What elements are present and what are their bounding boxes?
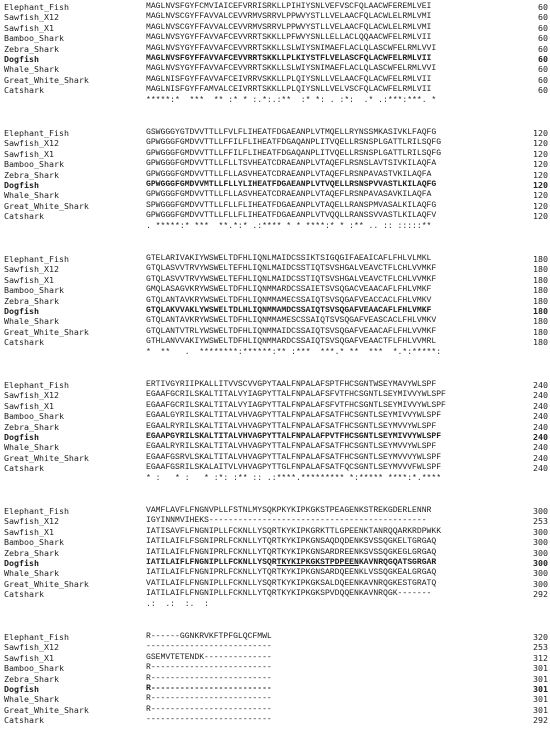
species-name: Sawfish_X12 [4,12,59,23]
residue-count: 253 [533,516,548,527]
sequence-row [4,296,548,306]
residue-count: 60 [538,74,548,85]
sequence-string: IATILAIFLFNGNIPRLFCKNLLYTQRTKYKIPKGNSARDREENKSVSSQGKEGLGRGAQ [146,547,437,557]
species-name: Dogfish [4,557,39,568]
sequence-string: EGAALGYRILSKALTITALVHVAGPYTTALFNPALAFSATFHCSGNTLSEYMIVVYWLSPF [146,411,442,421]
sequence-string: MAGLNVSCGYFFAVVALCEVVRMVSRRVLPPWVYSTLLVELAACFQLACWLELRMLVMI [146,12,432,22]
sequence-row [4,401,548,411]
sequence-string: GPWGGGFGMDVVTTLLFLLTSVHEATCDRAEANPLVTAQEFLRSNSLAVTSIVKILAQFA [146,159,437,169]
residue-count: 300 [533,506,548,516]
sequence-string: R------------------------- [146,704,272,714]
species-name: Catshark [4,211,44,222]
species-name: Sawfish_X1 [4,400,54,411]
sequence-string: GPWGGGFGMDVVTTLLFFILFLIHEATFDGAQANPLITVQELLRSNSPLGATTLRILSQFG [146,138,442,148]
residue-count: 60 [538,12,548,23]
species-name: Zebra_Shark [4,169,59,180]
consensus-row [4,96,548,106]
species-name: Catshark [4,715,44,726]
sequence-row [4,75,548,85]
sequence-string: IATILAIFLFNGNIPRLFCKNLLYTQRTKYKIPKGNSARDQEENKLVSSQGKEALGRGAQ [146,568,437,578]
residue-count: 320 [533,632,548,642]
species-name: Catshark [4,85,44,96]
sequence-row [4,44,548,54]
sequence-row [4,579,548,589]
consensus-row [4,348,548,358]
sequence-string: VAMFLAVFLFNGNVPLLFSTNLMYSQKPKYKIPKGKSTPEAGENKSTREKGDERLENNR [146,506,432,515]
sequence-string: GSWGGGYGTDVVTTLLFVLFLIHEATFDGAEANPLVTMQELLRYNSSMKASIVKLFAQFG [146,128,437,137]
species-name: Whale_Shark [4,64,59,75]
residue-count: 120 [533,179,548,190]
residue-count: 240 [533,380,548,390]
sequence-row [4,642,548,652]
species-name: Elephant_Fish [4,128,69,138]
sequence-row [4,694,548,704]
residue-count: 300 [533,568,548,579]
species-name: Whale_Shark [4,442,59,453]
species-name: Elephant_Fish [4,632,69,642]
species-name: Dogfish [4,683,39,694]
sequence-string: IATILAIFLFNGNIPLLFCKNLLYTQRTKYKIPKGKSPVDQQENKAVNRQGK------- [146,589,432,599]
sequence-row [4,201,548,211]
species-name: Bamboo_Shark [4,33,64,44]
consensus-row [4,222,548,232]
residue-count: 60 [538,22,548,33]
sequence-string: GTQLANTAVKRYWSWELTDFHLIQNMMAMESCSSAIQTSVSQGAFVEASCACLFHLVMKV [146,316,437,326]
residue-count: 120 [533,190,548,201]
sequence-row [4,537,548,547]
sequence-row [4,275,548,285]
species-name: Catshark [4,463,44,474]
species-name: Zebra_Shark [4,295,59,306]
residue-count: 180 [533,337,548,348]
residue-count: 312 [533,652,548,663]
sequence-row [4,128,548,138]
sequence-row [4,568,548,578]
consensus-row [4,474,548,484]
species-name: Great_White_Shark [4,578,89,589]
sequence-row [4,653,548,663]
sequence-string: R------------------------- [146,673,272,683]
sequence-row [4,715,548,725]
species-name: Sawfish_X1 [4,148,54,159]
species-name: Whale_Shark [4,316,59,327]
sequence-row [4,170,548,180]
species-name: Dogfish [4,53,39,64]
species-name: Great_White_Shark [4,326,89,337]
consensus-row [4,600,548,610]
sequence-string: GPWGGGFGMDVVTTLLFLLASVHEATCDRAEANPLVTAQEFLRSNPAVASTVKILAQFA [146,169,432,179]
species-name: Bamboo_Shark [4,663,64,674]
sequence-row [4,264,548,274]
alignment-block [4,506,548,610]
sequence-row [4,316,548,326]
sequence-string: MAGLNVSYGYFFAVVAFCEVVRRTSKKLLSLWIYSNIMAEFLACLQLASCWFELRMLVVI [146,64,437,74]
sequence-string: VATILAIFLFNGNIPLLFCKNLLYSQRTKYKIPKGKSALDQEENKAVNRQGKESTGRATQ [146,578,437,588]
residue-count: 240 [533,452,548,463]
sequence-string: R------------------------- [146,663,272,673]
sequence-string: MAGLNVSFGYFCMVIAICEFVRRISRKLLPIHIYSNLVEFVSCFQLAACWFEREMLVEI [146,2,432,11]
alignment-block [4,632,548,726]
sequence-string: MAGLNISFGYFFAMVALCEIVRRTSKKLLPLQIYSNLLVELVSCFQLACWFELRMLVII [146,85,432,95]
sequence-string: EGAAFGSRILSKALAITVLVHVAGPYTTGLFNPALAFSATFQCSGNTLSEYMVVVFWLSPF [146,463,442,473]
species-name: Elephant_Fish [4,506,69,516]
sequence-string: R------------------------- [146,694,272,704]
species-name: Sawfish_X1 [4,274,54,285]
sequence-row [4,632,548,642]
sequence-row [4,684,548,694]
residue-count: 240 [533,421,548,432]
sequence-string: GTQLANTAVKRYWSWELTDFHLIQNMMAMECSSAIQTSVSQGAFVEACCACLFHLVMKV [146,295,432,305]
residue-count: 120 [533,211,548,222]
residue-count: 240 [533,390,548,401]
sequence-row [4,254,548,264]
species-name: Dogfish [4,305,39,316]
sequence-string: GTQLANTVTRLYWSWELTDFHLIQNMMAIDCSSAIQTSVSQGAFVEAACAFLFHLVVMKF [146,326,437,336]
species-name: Zebra_Shark [4,547,59,558]
sequence-row [4,432,548,442]
sequence-string: GPWGGGFGMDVVMTLLFLLYLIHEATFDGAEANPLVTVQELLRSNSPVVASTLKILAQFG [146,179,437,189]
sequence-string: MAGLNVSCGYFFAVVALCEVVRMVSRRVLPPWVYSTLLVELAACFQLACWLELRMLVMI [146,22,432,32]
species-name: Sawfish_X12 [4,138,59,149]
species-name: Sawfish_X1 [4,652,54,663]
sequence-string: GPWGGGFGMDVVTTLLFFILFLIHEATFDGAQANPLITVQELLRSNSPLGATTLRILSQFG [146,148,442,158]
species-name: Bamboo_Shark [4,285,64,296]
residue-count: 240 [533,463,548,474]
species-name: Zebra_Shark [4,43,59,54]
species-name: Sawfish_X12 [4,390,59,401]
sequence-row [4,589,548,599]
alignment-block [4,128,548,232]
sequence-string: -------------------------- [146,642,272,652]
sequence-row [4,663,548,673]
species-name: Zebra_Shark [4,421,59,432]
sequence-row [4,453,548,463]
sequence-row [4,442,548,452]
species-name: Dogfish [4,431,39,442]
residue-count: 301 [533,663,548,674]
sequence-row [4,180,548,190]
sequence-string: MAGLNVSYGYFFAVVAFCEVVRRTSKKLLSLWIYSNIMAEFLACLQLASCWFELRMLVVI [146,43,437,53]
sequence-string: EGAALRYRILSKALTITALVHVAGPYTTALFNPALAFSATFHCSGNTLSEYMVVYWLSPF [146,421,437,431]
conservation-string: .: .: :. : [146,599,209,609]
sequence-string: EGAAFGSRVLSKALTITALVHVAGPYTTALFNPALAFSATFHCSGNTLSEYMVVVYWLSPF [146,452,442,462]
residue-count: 60 [538,2,548,12]
residue-count: 301 [533,683,548,694]
sequence-row [4,2,548,12]
sequence-row [4,558,548,568]
sequence-string: GMQLASAGVKRYWSWELTDFHLIQNMMARDCSSAIETSVSQGACVEAACAFLFHLVMKF [146,285,432,295]
residue-count: 120 [533,138,548,149]
residue-count: 240 [533,400,548,411]
sequence-row [4,674,548,684]
sequence-row [4,411,548,421]
residue-count: 292 [533,589,548,600]
sequence-row [4,12,548,22]
species-name: Whale_Shark [4,190,59,201]
residue-count: 300 [533,526,548,537]
sequence-string: ERTIVGYRIIPKALLITVVSCVVGPYTAALFNPALAFSPTFHCSGNTWSEYMAVYWLSPF [146,380,437,389]
sequence-row [4,33,548,43]
species-name: Sawfish_X12 [4,516,59,527]
sequence-string: GTQLASVVTRVYWSWELTEFHLIQNLMAIDCSSTIQTSVSHGALVEAVCTFLCHLVVMKF [146,274,437,284]
residue-count: 60 [538,53,548,64]
sequence-row [4,138,548,148]
alignment-block [4,380,548,484]
sequence-row [4,548,548,558]
residue-count: 300 [533,557,548,568]
sequence-row [4,506,548,516]
sequence-string: GPWGGGFGMDVVTTLLFLLFLIHEATFDGAEANPLVTVQQLLRANSSVVASTLKILAQFV [146,211,437,221]
species-name: Elephant_Fish [4,380,69,390]
species-name: Sawfish_X1 [4,526,54,537]
residue-count: 180 [533,274,548,285]
sequence-string: GTHLANVVAKIYWSWELTDFHLIQNMMARDCSSAIQTSVSQGAFVEAACTFLFHLVVMRL [146,337,437,347]
species-name: Bamboo_Shark [4,411,64,422]
sequence-string: EGAALRYRILSKALTITALVHVAGPYTTALFNPALAFSATFHCSGNTLSEYMVVYWLSPF [146,442,437,452]
residue-count: 120 [533,148,548,159]
sequence-row [4,463,548,473]
sequence-string: MAGLNISFGYFFAVVAFCEIVRRVSKKLLPLQIYSNLLVELAACFQLACWFELRMLVII [146,74,432,84]
residue-count: 253 [533,642,548,653]
conservation-string: * ** . ********:******:** :*** ***.* ** *** *.*:*****: [146,347,442,357]
highlighted-motif: TKYKIPKGKSTPDPEEN [276,557,359,567]
sequence-row [4,85,548,95]
sequence-string: GTQLAKVVAKLYWSWELTDLHLIQNMMAMDCSSAIQTSVSQGAFVEAACAFLFHLVMKF [146,305,432,315]
sequence-row [4,285,548,295]
sequence-string: EGAAPGYRILSKALTITALVHVAGPYTTALFNPALAFPVTFHCSGNTLSEYMIVVYWLSPF [146,431,442,441]
sequence-row [4,190,548,200]
sequence-string: IGYINNMVIHEKS--------------------------------------------- [146,516,427,526]
conservation-string: . *****:* *** **.*:* .:**** * * ****:* * :** .. :: :::::** [146,221,432,231]
sequence-string: -------------------------- [146,715,272,725]
residue-count: 180 [533,305,548,316]
residue-count: 120 [533,169,548,180]
species-name: Dogfish [4,179,39,190]
species-name: Catshark [4,337,44,348]
species-name: Sawfish_X12 [4,642,59,653]
sequence-string: GTQLASVVTRVYWSWELTEFHLIQNLMAIDCSSTIQTSVSHGALVEAVCTFLCHLVVMKF [146,264,437,274]
residue-count: 60 [538,85,548,96]
sequence-string: EGAAFGCRILSKALTITALVYIAGPYTTALFNPALAFSFVTFHCSGNTLSEYMIVVYWLSPF [146,400,446,410]
residue-count: 120 [533,159,548,170]
sequence-row [4,527,548,537]
sequence-string: GPWGGGFGMDVVTTLLFLLASVHEATCDRAEANPLVTAQEFLRSNPAVASAVKILAQFA [146,190,432,200]
sequence-string: MAGLNVSFGYFFAVVAFCEVVRRTSKKLLPLKIYSTFLVELASCFQLACWFELRMLVII [146,53,432,63]
sequence-string: MAGLNVSYGYFFAVVAFCEVVRRTSKKLLPFWVYSNLLELLACLQQAACWFELRMLVII [146,33,432,43]
sequence-row [4,327,548,337]
species-name: Elephant_Fish [4,2,69,12]
residue-count: 180 [533,285,548,296]
alignment-block [4,254,548,358]
sequence-row [4,149,548,159]
residue-count: 120 [533,128,548,138]
sequence-string: SPWGGGFGMDVVTTLLFLLFLIHEATFDGAEANPLVTAQELLRANSPMVASALKILAQFG [146,200,437,210]
sequence-row [4,380,548,390]
residue-count: 240 [533,411,548,422]
conservation-string: *****:* *** ** :* * :.*:.:** :* *: . :*: .* .:***:***. * [146,95,437,105]
residue-count: 120 [533,200,548,211]
sequence-row [4,159,548,169]
residue-count: 180 [533,254,548,264]
species-name: Whale_Shark [4,694,59,705]
sequence-string: IATISAVFLFNGNIPLLFCKNLLYSQRTKYKIPKGRKTTLGPEENKTANRQQARKRDPWKK [146,526,442,536]
sequence-string: GSEMVTETENDK-------------- [146,652,272,662]
species-name: Great_White_Shark [4,200,89,211]
residue-count: 180 [533,264,548,275]
residue-count: 240 [533,431,548,442]
sequence-string: IATILAIFLFNGNIPLLFCKNLLYSQRTKYKIPKGKSTPDPEENKAVNRQGQATSGRGAR [146,557,437,567]
sequence-string: EGAAFGCRILSKALTITALVYIAGPYTTALFNPALAFSFVTFHCSGNTLSEYMIVVYWLSPF [146,390,446,400]
sequence-row [4,422,548,432]
species-name: Whale_Shark [4,568,59,579]
residue-count: 60 [538,43,548,54]
species-name: Sawfish_X1 [4,22,54,33]
residue-count: 180 [533,316,548,327]
residue-count: 180 [533,295,548,306]
species-name: Great_White_Shark [4,704,89,715]
sequence-row [4,390,548,400]
sequence-string: IATILAIFLFSGNIPRLFCKNLLYTQRTKYKIPKGNSAQDQDENKSVSSQGKELTGRGAQ [146,537,437,547]
species-name: Elephant_Fish [4,254,69,264]
conservation-string: * : * : * :*: :** :: .:****.********* *:***** ****:*.**** [146,473,442,483]
sequence-row [4,705,548,715]
sequence-row [4,516,548,526]
residue-count: 292 [533,715,548,726]
residue-count: 240 [533,442,548,453]
alignment-block [4,2,548,106]
species-name: Zebra_Shark [4,673,59,684]
residue-count: 300 [533,547,548,558]
species-name: Catshark [4,589,44,600]
sequence-row [4,64,548,74]
species-name: Bamboo_Shark [4,159,64,170]
sequence-row [4,23,548,33]
sequence-row [4,306,548,316]
residue-count: 60 [538,64,548,75]
sequence-string: R------------------------- [146,683,272,693]
species-name: Great_White_Shark [4,452,89,463]
sequence-row [4,211,548,221]
residue-count: 301 [533,694,548,705]
sequence-row [4,337,548,347]
residue-count: 60 [538,33,548,44]
species-name: Bamboo_Shark [4,537,64,548]
residue-count: 301 [533,673,548,684]
sequence-row [4,54,548,64]
residue-count: 301 [533,704,548,715]
sequence-string: GTELARIVAKIYWSWELTDFHLIQNLMAIDCSSIKTSIGQGIFAEAICAFLFHLVLMKL [146,254,432,263]
residue-count: 300 [533,578,548,589]
residue-count: 180 [533,326,548,337]
species-name: Great_White_Shark [4,74,89,85]
species-name: Sawfish_X12 [4,264,59,275]
sequence-string: R------GGNKRVKFTPFGLQCFMWL [146,632,272,641]
residue-count: 300 [533,537,548,548]
